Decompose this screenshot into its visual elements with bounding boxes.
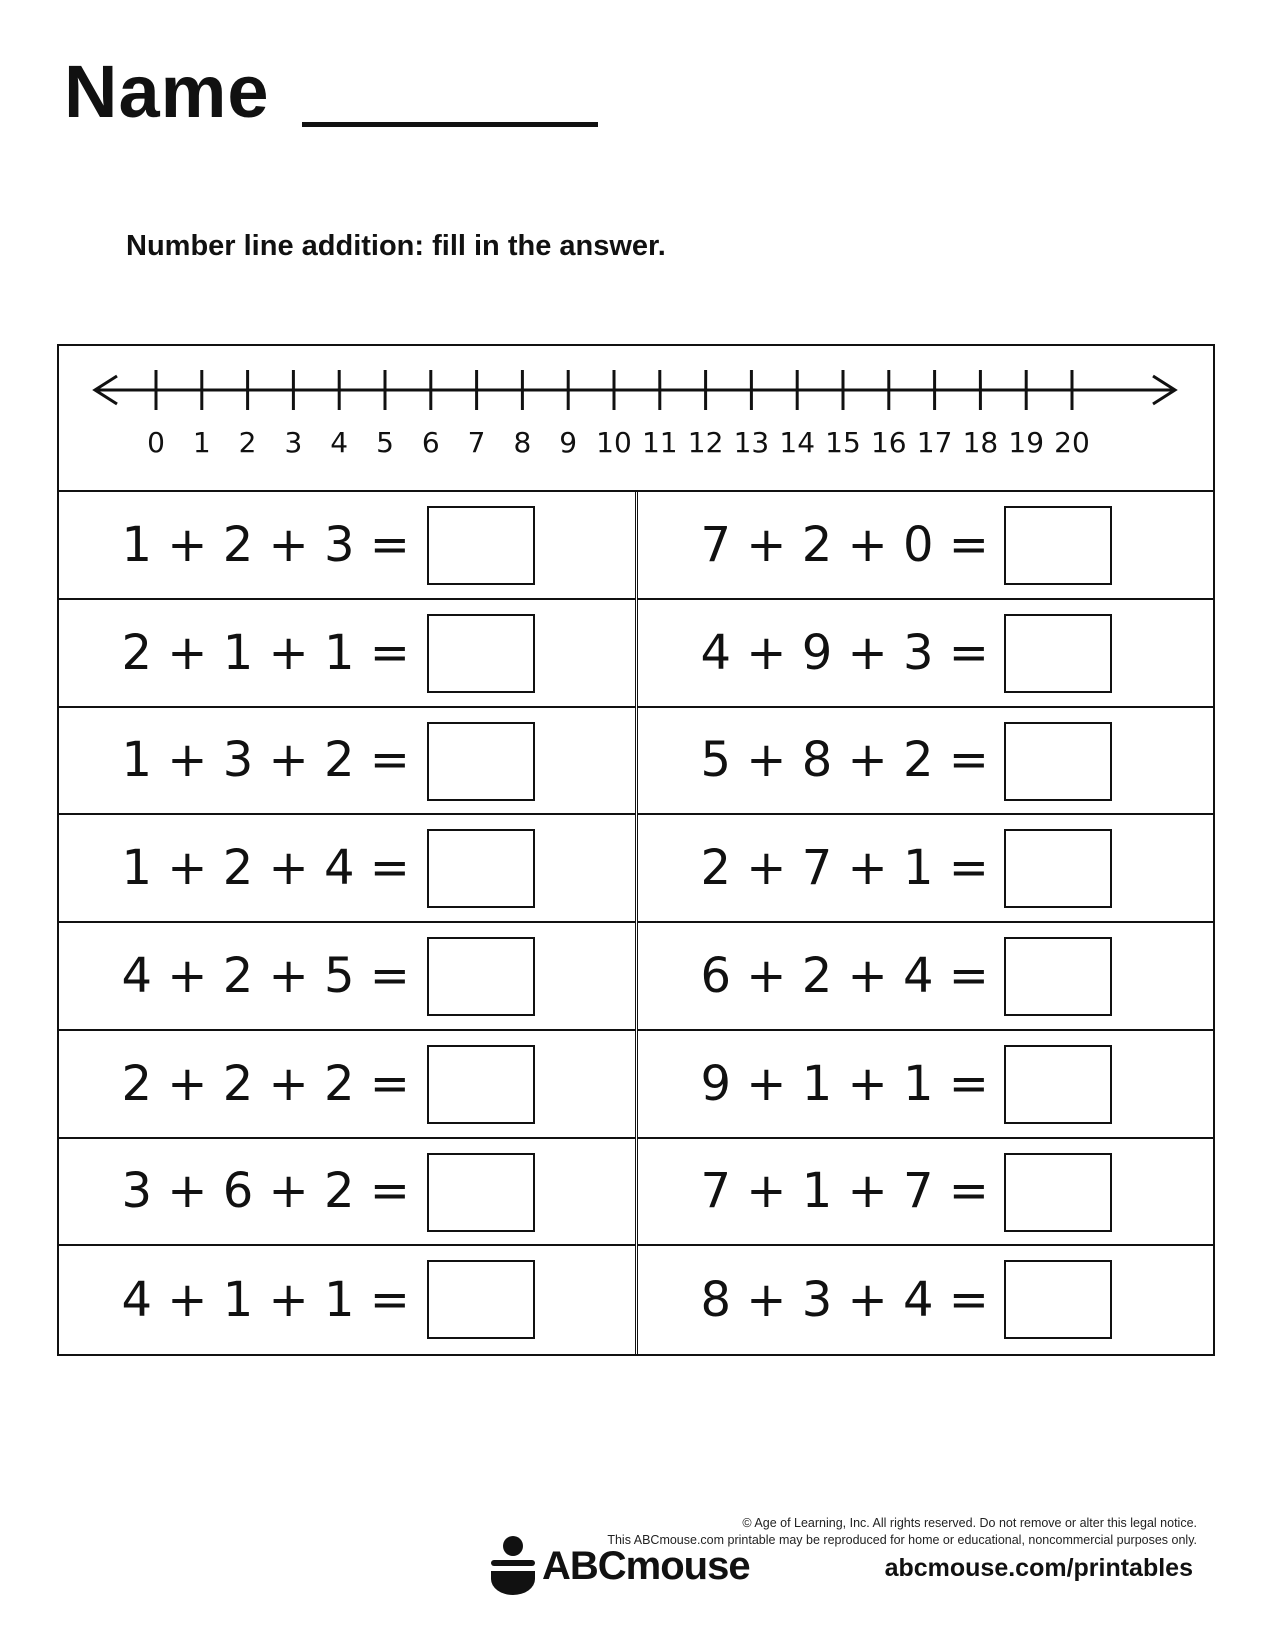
number-line-label: 4 xyxy=(330,426,349,459)
problem-expression: 4 + 1 + 1 = xyxy=(121,1272,410,1329)
answer-box[interactable] xyxy=(1004,614,1112,693)
problem-cell xyxy=(637,1139,1214,1247)
problem-cell xyxy=(59,923,636,1031)
problem-expression: 7 + 1 + 7 = xyxy=(700,1163,989,1220)
answer-box[interactable] xyxy=(427,937,535,1016)
problem-cell xyxy=(59,600,636,708)
abcmouse-logo xyxy=(490,1535,750,1597)
legal-line-1: © Age of Learning, Inc. All rights reserved. Do not remove or alter this legal notice. xyxy=(742,1516,1197,1530)
problem-expression: 1 + 2 + 4 = xyxy=(121,840,410,897)
problem-cell xyxy=(637,708,1214,816)
site-url[interactable]: abcmouse.com/printables xyxy=(884,1554,1193,1582)
problem-expression: 6 + 2 + 4 = xyxy=(700,947,989,1004)
problem-cell xyxy=(637,600,1214,708)
number-line-label: 9 xyxy=(559,426,578,459)
problem-expression: 3 + 6 + 2 = xyxy=(121,1163,410,1220)
number-line-label: 15 xyxy=(825,426,861,459)
number-line-label: 17 xyxy=(916,426,953,459)
number-line-label: 19 xyxy=(1008,426,1045,459)
problem-cell xyxy=(59,492,636,600)
answer-box[interactable] xyxy=(1004,506,1112,585)
number-line-label: 16 xyxy=(870,426,907,459)
number-line-panel xyxy=(59,346,1213,492)
answer-box[interactable] xyxy=(427,722,535,801)
number-line-label: 14 xyxy=(779,426,816,459)
problem-cell xyxy=(59,1139,636,1247)
answer-box[interactable] xyxy=(1004,1045,1112,1124)
problem-cell xyxy=(637,1246,1214,1354)
problem-expression: 1 + 3 + 2 = xyxy=(121,732,410,789)
number-line-label: 8 xyxy=(513,426,532,459)
answer-box[interactable] xyxy=(427,506,535,585)
problem-expression: 4 + 2 + 5 = xyxy=(121,947,410,1004)
name-label: Name xyxy=(64,50,270,133)
problem-cell xyxy=(59,708,636,816)
number-line-label: 7 xyxy=(467,426,486,459)
legal-line-2: This ABCmouse.com printable may be reproduced for home or educational, noncommercial purposes only. xyxy=(607,1533,1197,1547)
answer-box[interactable] xyxy=(1004,1153,1112,1232)
problem-expression: 9 + 1 + 1 = xyxy=(700,1055,989,1112)
name-line[interactable] xyxy=(302,122,598,127)
problem-expression: 8 + 3 + 4 = xyxy=(700,1272,989,1329)
problem-cell xyxy=(637,492,1214,600)
number-line-label: 20 xyxy=(1054,426,1090,459)
answer-box[interactable] xyxy=(427,1153,535,1232)
problem-cell xyxy=(59,815,636,923)
number-line xyxy=(59,346,1213,490)
problem-expression: 7 + 2 + 0 = xyxy=(700,516,989,573)
number-line-label: 6 xyxy=(421,426,440,459)
answer-box[interactable] xyxy=(1004,829,1112,908)
problem-expression: 2 + 2 + 2 = xyxy=(121,1055,410,1112)
number-line-label: 10 xyxy=(596,426,632,459)
problem-expression: 2 + 7 + 1 = xyxy=(700,840,989,897)
answer-box[interactable] xyxy=(1004,722,1112,801)
number-line-label: 0 xyxy=(147,426,165,459)
problem-expression: 2 + 1 + 1 = xyxy=(121,624,410,681)
problem-expression: 5 + 8 + 2 = xyxy=(700,732,989,789)
instructions: Number line addition: fill in the answer. xyxy=(126,230,666,262)
number-line-label: 12 xyxy=(687,426,724,459)
problem-cell xyxy=(637,815,1214,923)
abcmouse-logo-text: ABCmouse xyxy=(542,1544,750,1588)
number-line-label: 5 xyxy=(376,426,394,459)
answer-box[interactable] xyxy=(427,829,535,908)
answer-box[interactable] xyxy=(427,614,535,693)
worksheet xyxy=(57,344,1215,1356)
abcmouse-figure-icon xyxy=(490,1535,536,1597)
problem-grid xyxy=(59,492,1213,1354)
problem-expression: 1 + 2 + 3 = xyxy=(121,516,410,573)
number-line-label: 13 xyxy=(733,426,770,459)
number-line-label: 2 xyxy=(238,426,257,459)
answer-box[interactable] xyxy=(1004,937,1112,1016)
number-line-label: 3 xyxy=(284,426,303,459)
answer-box[interactable] xyxy=(427,1260,535,1339)
number-line-label: 18 xyxy=(962,426,999,459)
number-line-label: 1 xyxy=(192,426,211,459)
problem-cell xyxy=(59,1246,636,1354)
problem-expression: 4 + 9 + 3 = xyxy=(700,624,989,681)
number-line-label: 11 xyxy=(641,426,678,459)
problem-cell xyxy=(637,923,1214,1031)
problem-cell xyxy=(59,1031,636,1139)
answer-box[interactable] xyxy=(427,1045,535,1124)
answer-box[interactable] xyxy=(1004,1260,1112,1339)
problem-cell xyxy=(637,1031,1214,1139)
